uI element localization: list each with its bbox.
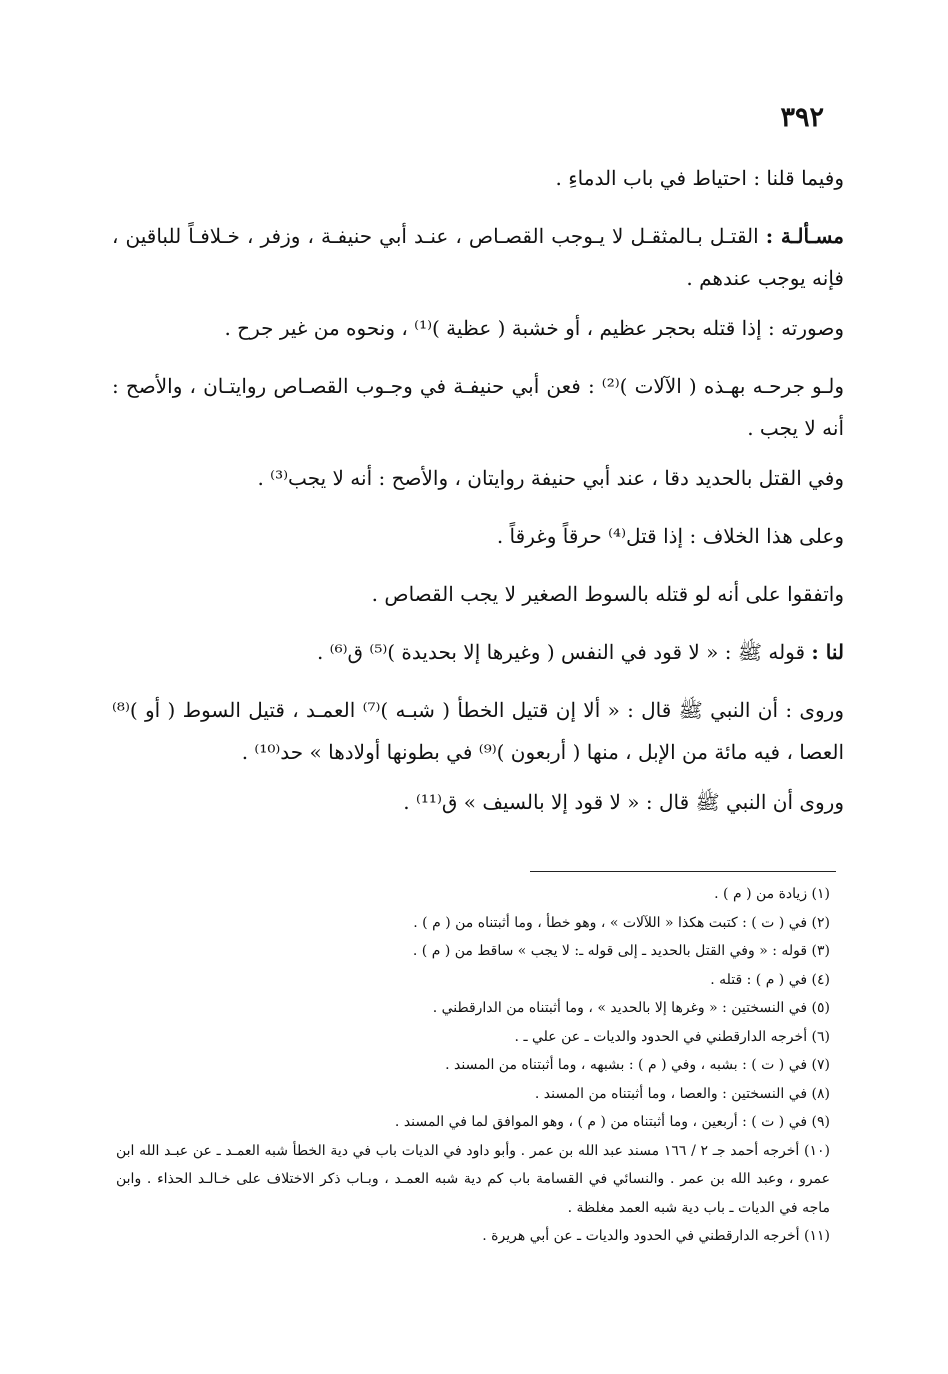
footnote-9: (٩) في ( ت ) : أربعين ، وما أثبتناه من ( م ) ، وهو الموافق لما في المسند . xyxy=(394,1114,830,1130)
paragraph-10-text: وروى أن النبي ﷺ قال : « لا قود إلا بالسيف » ق⁽¹¹⁾ . xyxy=(403,790,844,814)
footnote-10: (١٠) أخرجه أحمد جـ ٢ / ١٦٦ مسند عبد الله بن عمر . وأبو داود في الديات باب في دية الخطأ شبه العمـد ـ عن عبـد الله ابن عمرو ، وعبد الله بن عمر . والنسائي في القسامة باب كم دية شبه العمـد ، وبـاب ذكر الاختلاف على خـالـد الحذاء . وابن ماجه في الديات ـ باب دية شبه العمد مغلظة . xyxy=(116,1142,830,1216)
paragraph-4 xyxy=(112,365,844,449)
footnote-3: (٣) قوله : « وفي القتل بالحديد ـ إلى قوله ـ: لا يجب » ساقط من ( م ) . xyxy=(412,943,830,959)
paragraph-6 xyxy=(112,515,844,557)
paragraph-2 xyxy=(112,215,844,299)
footnote-7: (٧) في ( ت ) : بشبه ، وفي ( م ) : بشبهه ، وما أثبتناه من المسند . xyxy=(445,1057,830,1073)
paragraph-3-text: وصورته : إذا قتله بحجر عظيم ، أو خشبة ( عظية )⁽¹⁾ ، ونحوه من غير جرح . xyxy=(224,316,844,340)
paragraph-9 xyxy=(112,689,844,773)
paragraph-6-text: وعلى هذا الخلاف : إذا قتل⁽⁴⁾ حرقاً وغرقاً . xyxy=(496,524,844,548)
paragraph-3 xyxy=(112,307,844,349)
footnote-8: (٨) في النسختين : والعصا ، وما أثبتناه من المسند . xyxy=(534,1085,830,1102)
paragraph-8-text: قوله ﷺ : « لا قود في النفس ( وغيرها إلا بحديدة )⁽⁵⁾ ق⁽⁶⁾ . xyxy=(316,640,812,664)
footnote-11: (١١) أخرجه الدارقطني في الحدود والديات ـ عن أبي هريرة . xyxy=(482,1228,830,1244)
masala-heading: مسـألـة : xyxy=(765,224,844,248)
footnote-5: (٥) في النسختين : « وغرها إلا بالحديد » ، وما أثبتناه من الدارقطني . xyxy=(432,1000,830,1016)
paragraph-5-text: وفي القتل بالحديد دقا ، عند أبي حنيفة روايتان ، والأصح : أنه لا يجب⁽³⁾ . xyxy=(257,466,844,490)
paragraph-4-text: ولـو جرحـه بهـذه ( الآلات )⁽²⁾ : فعن أبي حنيفـة في وجـوب القصـاص روايتـان ، والأصح : أنه لا يجب . xyxy=(112,374,844,440)
footnote-2: (٢) في ( ت ) : كتبت هكذا « اللآلات » ، وهو خطأ ، وما أثبتناه من ( م ) . xyxy=(413,914,830,931)
paragraph-2-text: القتـل بـالمثقـل لا يـوجب القصـاص ، عنـد أبي حنيفـة ، وزفر ، خـلافـاً للباقين ، فإنه يوجب عندهم . xyxy=(112,224,844,290)
footnote-4: (٤) في ( م ) : قتله . xyxy=(710,971,830,988)
lana-heading: لنا : xyxy=(811,640,844,664)
footnote-1: (١) زيادة من ( م ) . xyxy=(714,886,830,902)
paragraph-5 xyxy=(112,457,844,499)
footnote-6: (٦) أخرجه الدارقطني في الحدود والديات ـ عن علي ـ . xyxy=(514,1028,830,1045)
paragraph-1-text: وفيما قلنا : احتياط في باب الدماءِ . xyxy=(555,166,844,190)
paragraph-7 xyxy=(112,573,844,615)
paragraph-7-text: واتفقوا على أنه لو قتله بالسوط الصغير لا يجب القصاص . xyxy=(371,582,844,606)
paragraph-10 xyxy=(112,781,844,823)
paragraph-9-text: وروى : أن النبي ﷺ قال : « ألا إن قتيل الخطأ ( شبـه )⁽⁷⁾ العمـد ، قتيل السوط ( أو )⁽⁸⁾ العصا ، فيه مائة من الإبل ، منها ( أربعون )⁽⁹⁾ في بطونها أولادها » حد⁽¹⁰⁾ . xyxy=(112,698,844,764)
footnote-divider xyxy=(530,871,836,872)
main-text xyxy=(112,157,844,839)
page-number: ٣٩٢ xyxy=(780,102,824,133)
paragraph-1 xyxy=(112,157,844,199)
footnotes xyxy=(116,880,830,1251)
paragraph-8 xyxy=(112,631,844,673)
